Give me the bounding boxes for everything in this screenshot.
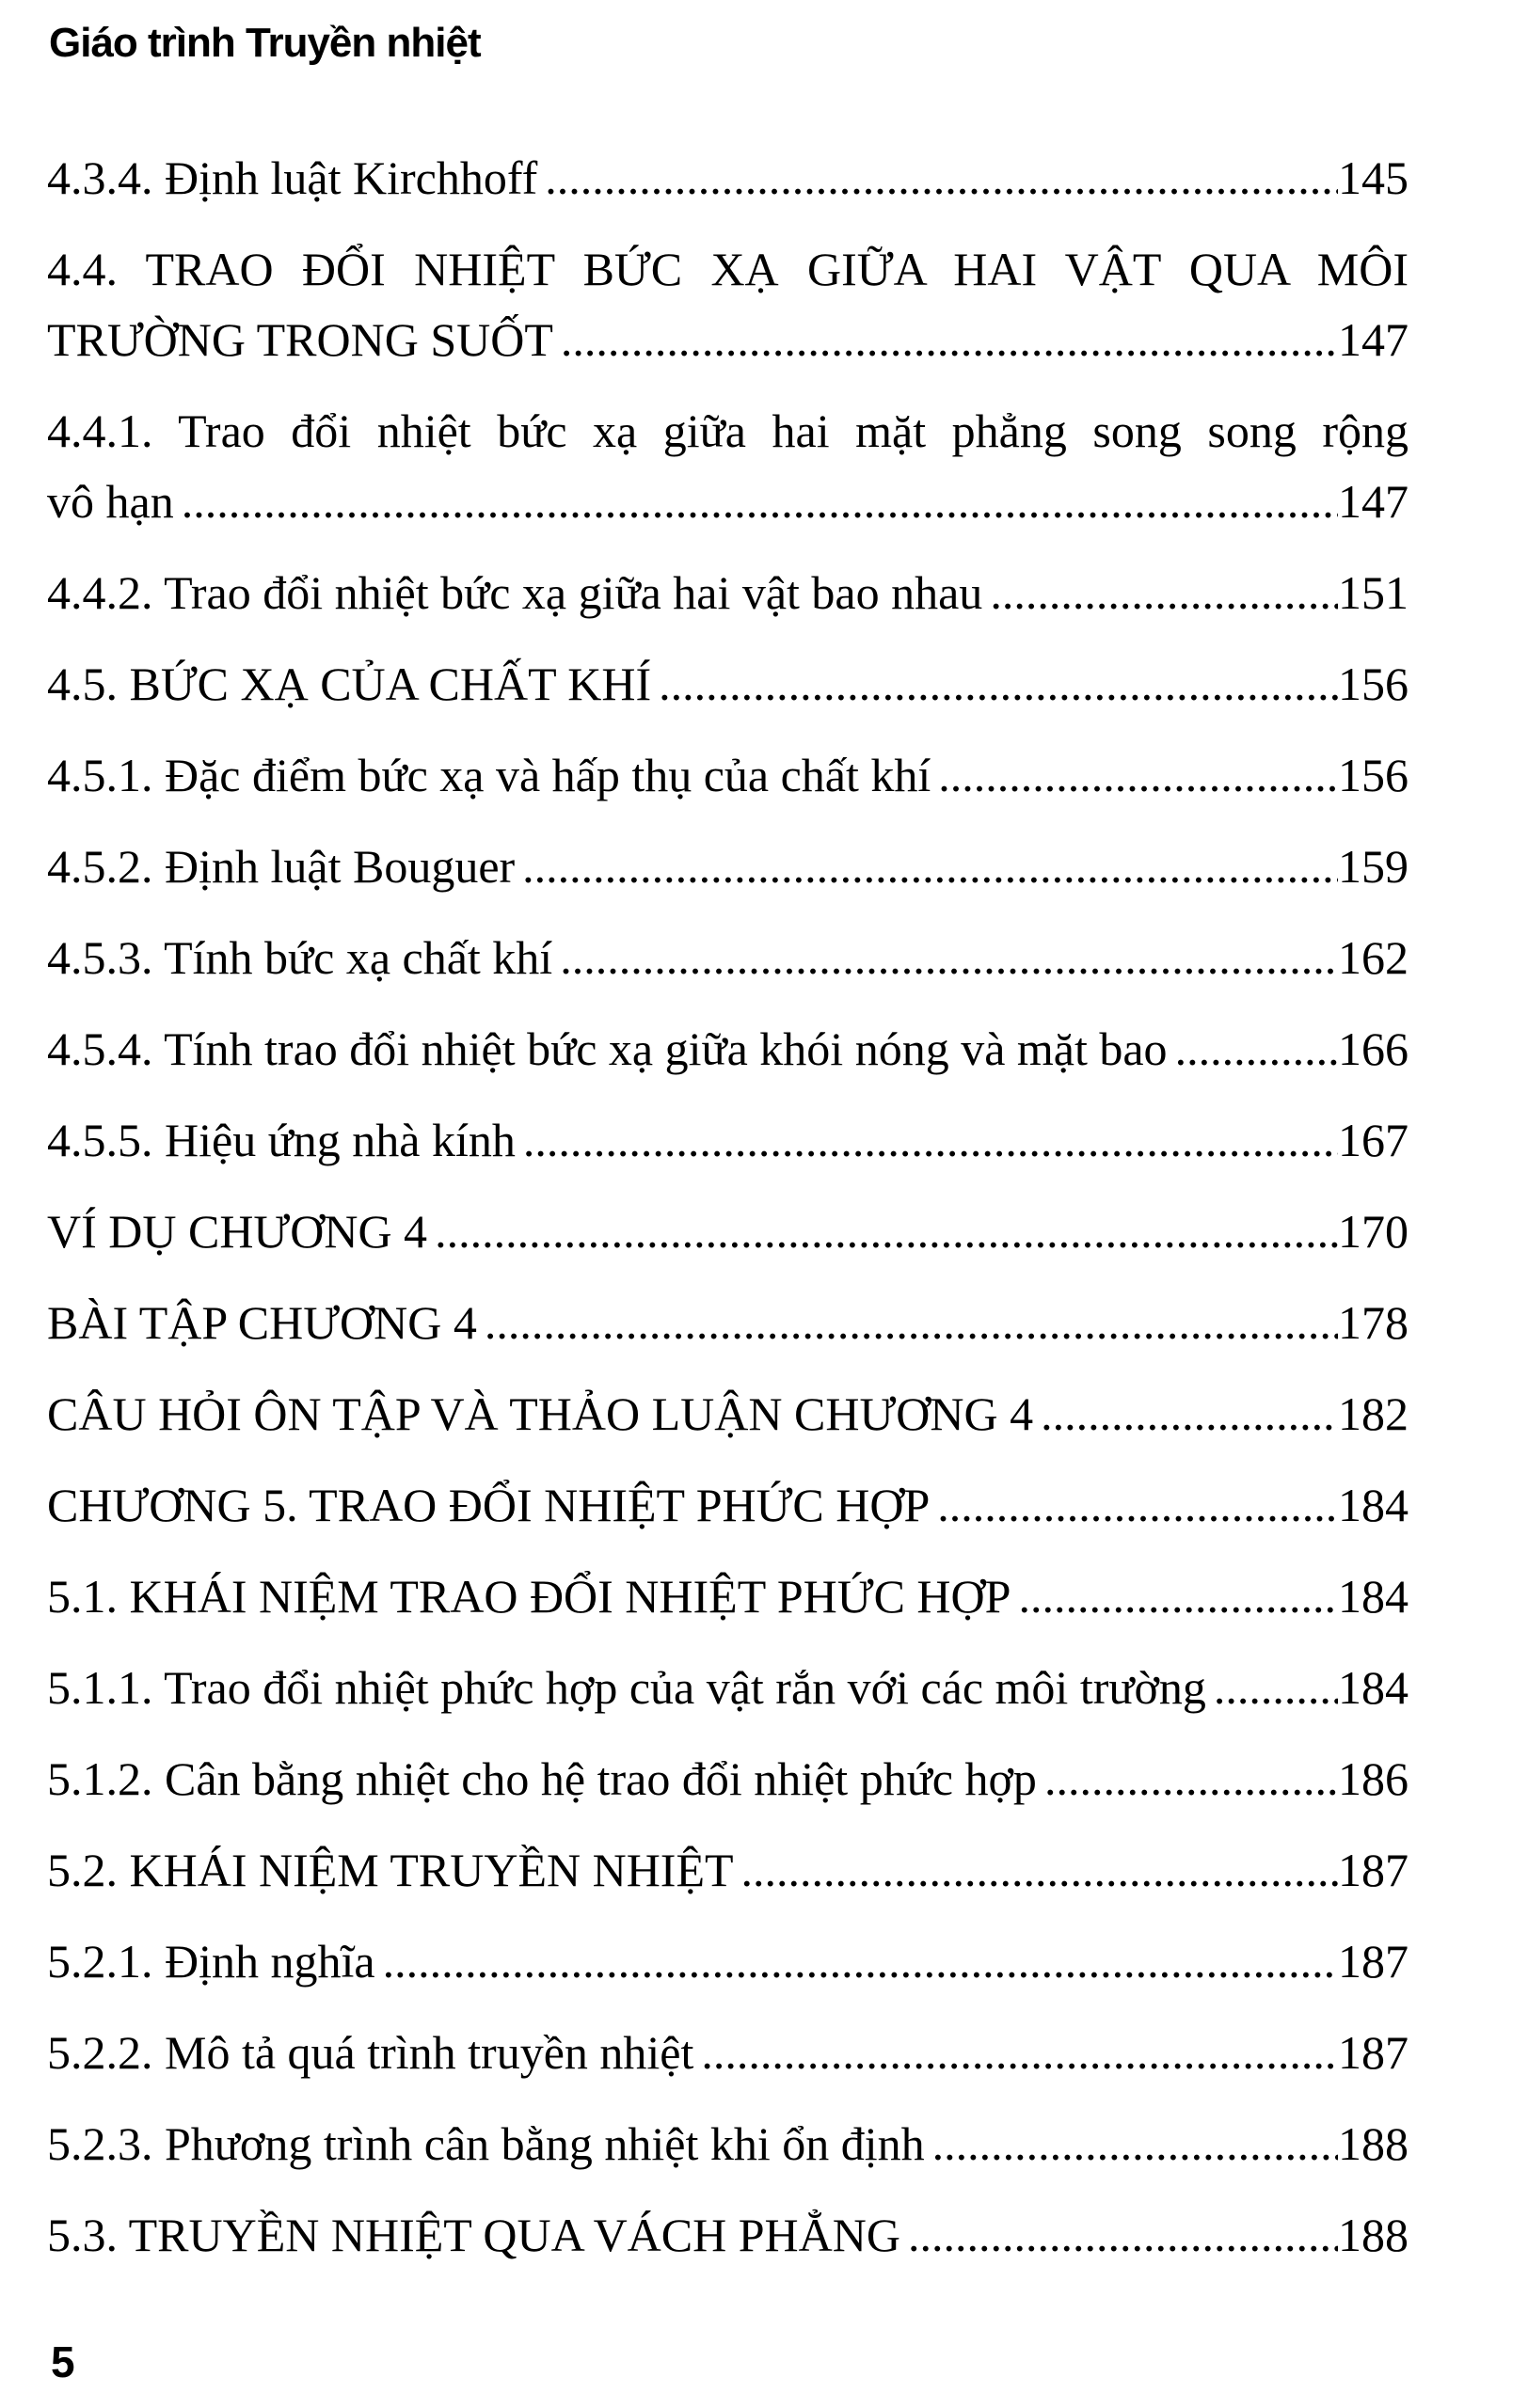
toc-entry[interactable] [47, 143, 1409, 214]
toc-entry-last-line [47, 1196, 1409, 1267]
toc-page-number: 167 [1338, 1114, 1409, 1166]
dot-leader [651, 649, 1338, 720]
toc-entry[interactable] [47, 234, 1409, 375]
toc-entry-text: 5.2.1. Định nghĩa [47, 1935, 375, 1988]
toc-entry-text: 4.5.5. Hiệu ứng nhà kính [47, 1114, 516, 1166]
toc-entry-last-line [47, 1288, 1409, 1358]
toc-page-number: 184 [1338, 1479, 1409, 1531]
toc-entry-text: BÀI TẬP CHƯƠNG 4 [47, 1296, 477, 1349]
toc-entry[interactable] [47, 1105, 1409, 1176]
toc-entry-text: TRƯỜNG TRONG SUỐT [47, 313, 553, 366]
toc-entry-last-line [47, 832, 1409, 902]
dot-leader [515, 832, 1338, 902]
toc-entry-text: CÂU HỎI ÔN TẬP VÀ THẢO LUẬN CHƯƠNG 4 [47, 1387, 1034, 1440]
toc-page-number: 188 [1338, 2117, 1409, 2170]
toc-entry-text: 4.5.2. Định luật Bouguer [47, 840, 516, 893]
toc-page-number: 145 [1338, 151, 1409, 204]
toc-entry-last-line [47, 467, 1409, 537]
toc-entry-last-line [47, 1926, 1409, 1997]
dot-leader [931, 740, 1338, 811]
toc-entry-text: 4.5.3. Tính bức xạ chất khí [47, 931, 553, 984]
toc-page-number: 159 [1338, 840, 1409, 893]
dot-leader [553, 305, 1338, 375]
toc-entry-text: VÍ DỤ CHƯƠNG 4 [47, 1205, 428, 1258]
toc-page-number: 187 [1338, 1844, 1409, 1896]
toc-entry-last-line [47, 1379, 1409, 1450]
toc-entry-text: 5.2.3. Phương trình cân bằng nhiệt khi ổn định [47, 2117, 925, 2170]
toc-entry-text: 5.3. TRUYỀN NHIỆT QUA VÁCH PHẲNG [47, 2209, 900, 2261]
dot-leader [516, 1105, 1338, 1176]
toc-entry[interactable] [47, 2018, 1409, 2088]
toc-list [47, 143, 1409, 2271]
toc-page-number: 162 [1338, 931, 1409, 984]
dot-leader [174, 467, 1338, 537]
toc-entry-text: 4.4.1. Trao đổi nhiệt bức xạ giữa hai mặt phẳng song song rộng [47, 404, 1409, 457]
toc-page-number: 187 [1338, 1935, 1409, 1988]
toc-page-number: 156 [1338, 657, 1409, 710]
toc-entry-last-line [47, 1653, 1409, 1723]
toc-page-number: 184 [1338, 1661, 1409, 1714]
toc-entry[interactable] [47, 1196, 1409, 1267]
toc-entry[interactable] [47, 1288, 1409, 1358]
toc-entry-text: 4.5. BỨC XẠ CỦA CHẤT KHÍ [47, 657, 652, 710]
toc-entry-text: 5.1.1. Trao đổi nhiệt phức hợp của vật rắn với các môi trường [47, 1661, 1206, 1714]
toc-page-number: 184 [1338, 1570, 1409, 1623]
toc-page-number: 182 [1338, 1387, 1409, 1440]
toc-entry[interactable] [47, 1014, 1409, 1085]
dot-leader [552, 923, 1338, 993]
toc-entry-last-line [47, 143, 1409, 214]
toc-page-number: 156 [1338, 749, 1409, 801]
toc-entry-last-line [47, 2109, 1409, 2179]
toc-entry-text: 4.4.2. Trao đổi nhiệt bức xạ giữa hai vật bao nhau [47, 566, 983, 619]
dot-leader [1168, 1014, 1338, 1085]
book-header-title: Giáo trình Truyền nhiệt [49, 20, 481, 66]
dot-leader [900, 2200, 1338, 2271]
toc-entry[interactable] [47, 1470, 1409, 1541]
toc-entry-last-line [47, 1744, 1409, 1814]
toc-entry[interactable] [47, 832, 1409, 902]
toc-page-number: 151 [1338, 566, 1409, 619]
toc-entry-last-line [47, 2018, 1409, 2088]
toc-page-number: 186 [1338, 1752, 1409, 1805]
toc-entry-last-line [47, 1470, 1409, 1541]
dot-leader [375, 1926, 1338, 1997]
toc-entry[interactable] [47, 649, 1409, 720]
toc-entry-text: 4.4. TRAO ĐỔI NHIỆT BỨC XẠ GIỮA HAI VẬT QUA MÔI [47, 243, 1409, 295]
dot-leader [1037, 1744, 1338, 1814]
toc-entry[interactable] [47, 1744, 1409, 1814]
dot-leader [477, 1288, 1338, 1358]
dot-leader [734, 1835, 1338, 1906]
toc-entry-last-line [47, 649, 1409, 720]
toc-entry[interactable] [47, 923, 1409, 993]
toc-entry-text: 5.2. KHÁI NIỆM TRUYỀN NHIỆT [47, 1844, 734, 1896]
dot-leader [537, 143, 1338, 214]
toc-entry[interactable] [47, 558, 1409, 628]
toc-entry-text: 5.2.2. Mô tả quá trình truyền nhiệt [47, 2026, 694, 2079]
toc-entry-text: 5.1. KHÁI NIỆM TRAO ĐỔI NHIỆT PHỨC HỢP [47, 1570, 1011, 1623]
toc-entry[interactable] [47, 2109, 1409, 2179]
toc-entry-last-line [47, 1105, 1409, 1176]
toc-entry-text: 4.5.4. Tính trao đổi nhiệt bức xạ giữa khói nóng và mặt bao [47, 1022, 1168, 1075]
toc-entry-last-line [47, 1014, 1409, 1085]
dot-leader [693, 2018, 1338, 2088]
dot-leader [1011, 1561, 1338, 1632]
toc-entry-text: 4.3.4. Định luật Kirchhoff [47, 151, 538, 204]
toc-page-number: 188 [1338, 2209, 1409, 2261]
toc-page-number: 187 [1338, 2026, 1409, 2079]
toc-page-number: 147 [1338, 313, 1409, 366]
dot-leader [1206, 1653, 1338, 1723]
toc-entry[interactable] [47, 1926, 1409, 1997]
dot-leader [925, 2109, 1338, 2179]
toc-page-number: 166 [1338, 1022, 1409, 1075]
dot-leader [427, 1196, 1338, 1267]
toc-page-number: 147 [1338, 475, 1409, 528]
toc-entry[interactable] [47, 2200, 1409, 2271]
toc-entry-last-line [47, 923, 1409, 993]
toc-entry[interactable] [47, 1653, 1409, 1723]
toc-entry-last-line [47, 740, 1409, 811]
toc-entry[interactable] [47, 1379, 1409, 1450]
toc-entry-last-line [47, 558, 1409, 628]
toc-entry-text: 5.1.2. Cân bằng nhiệt cho hệ trao đổi nhiệt phức hợp [47, 1752, 1037, 1805]
toc-page-number: 178 [1338, 1296, 1409, 1349]
toc-entry-last-line [47, 1561, 1409, 1632]
toc-entry-last-line [47, 2200, 1409, 2271]
toc-entry-text: vô hạn [47, 475, 174, 528]
toc-entry-last-line [47, 1835, 1409, 1906]
toc-entry[interactable] [47, 1561, 1409, 1632]
toc-entry[interactable] [47, 1835, 1409, 1906]
toc-entry[interactable] [47, 740, 1409, 811]
toc-entry[interactable] [47, 396, 1409, 537]
dot-leader [982, 558, 1338, 628]
toc-page-number: 170 [1338, 1205, 1409, 1258]
dot-leader [930, 1470, 1338, 1541]
toc-entry-last-line [47, 305, 1409, 375]
toc-entry-text: CHƯƠNG 5. TRAO ĐỔI NHIỆT PHỨC HỢP [47, 1479, 931, 1531]
toc-entry-text: 4.5.1. Đặc điểm bức xạ và hấp thụ của chất khí [47, 749, 931, 801]
dot-leader [1033, 1379, 1338, 1450]
page-number-footer: 5 [51, 2337, 75, 2386]
